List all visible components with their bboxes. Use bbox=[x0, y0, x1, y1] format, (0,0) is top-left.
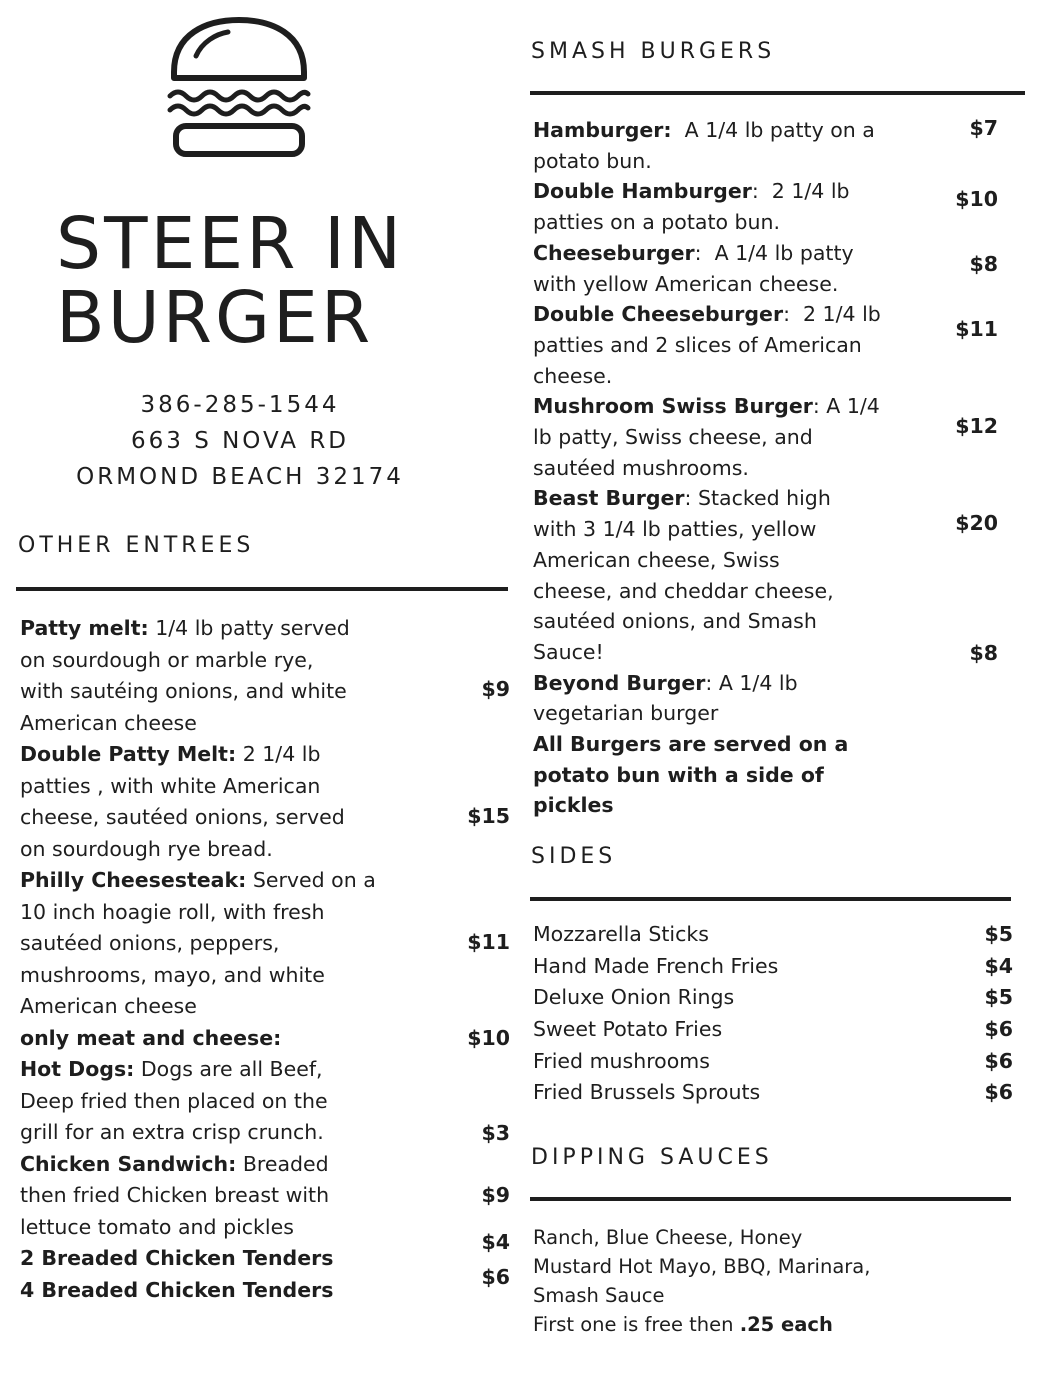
burger-beast bbox=[533, 483, 933, 667]
burger-desc: A 1/4 lb patty on a bbox=[671, 118, 875, 142]
side-price: $6 bbox=[984, 1017, 1013, 1042]
burger-desc: Sauce! bbox=[533, 639, 604, 664]
side-item bbox=[533, 954, 1013, 986]
burger-desc: : 2 1/4 lb bbox=[783, 302, 881, 327]
side-name: Mozzarella Sticks bbox=[533, 922, 709, 946]
entree-desc: lettuce tomato and pickles bbox=[20, 1214, 294, 1239]
entree-name: Chicken Sandwich: bbox=[20, 1151, 237, 1176]
other-entrees-title: OTHER ENTREES bbox=[18, 533, 255, 558]
entree-desc: Dogs are all Beef, bbox=[134, 1057, 323, 1081]
burger-price: $20 bbox=[955, 511, 998, 535]
dipping-sauces-list bbox=[533, 1223, 1003, 1339]
side-price: $4 bbox=[984, 953, 1013, 978]
burger-desc: sautéed onions, and Smash bbox=[533, 609, 817, 634]
entree-desc: Deep fried then placed on the bbox=[20, 1088, 328, 1113]
burger-desc: potato bun. bbox=[533, 148, 652, 173]
contact-info bbox=[20, 387, 460, 495]
entree-desc: 1/4 lb patty served bbox=[148, 616, 350, 640]
entree-desc: with sautéing onions, and white bbox=[20, 679, 347, 703]
burger-desc: cheese, and cheddar cheese, bbox=[533, 578, 834, 603]
entree-name: 2 Breaded Chicken Tenders bbox=[20, 1246, 334, 1270]
entree-price: $3 bbox=[481, 1121, 510, 1145]
burger-double-hamburger bbox=[533, 176, 933, 237]
dipping-sauces-divider bbox=[530, 1197, 1011, 1201]
side-item bbox=[533, 922, 1013, 954]
entree-name: Double Patty Melt: bbox=[20, 742, 237, 766]
sides-list bbox=[533, 922, 1013, 1112]
entree-desc: American cheese bbox=[20, 994, 197, 1018]
burger-price: $12 bbox=[955, 414, 998, 438]
burger-desc: sautéed mushrooms. bbox=[533, 455, 749, 480]
burger-note-line: pickles bbox=[533, 793, 614, 818]
burger-price: $10 bbox=[955, 187, 998, 211]
phone-number: 386-285-1544 bbox=[140, 392, 340, 418]
burger-note-line: potato bun with a side of bbox=[533, 762, 824, 787]
entree-desc: cheese, sautéed onions, served bbox=[20, 805, 345, 829]
entree-desc: on sourdough or marble rye, bbox=[20, 647, 314, 672]
entree-desc: Breaded bbox=[236, 1151, 329, 1176]
burger-price: $8 bbox=[969, 641, 998, 665]
side-name: Fried mushrooms bbox=[533, 1048, 710, 1073]
side-price: $6 bbox=[984, 1080, 1013, 1105]
entree-price: $11 bbox=[467, 930, 510, 954]
entree-name: only meat and cheese: bbox=[20, 1025, 282, 1050]
side-item bbox=[533, 985, 1013, 1017]
entree-name: Patty melt: bbox=[20, 616, 149, 640]
entree-price: $4 bbox=[481, 1230, 510, 1254]
burger-desc: : A 1/4 bbox=[812, 394, 880, 419]
side-price: $6 bbox=[984, 1048, 1013, 1073]
sauce-pricing-prefix: First one is free then bbox=[533, 1313, 740, 1336]
burger-desc: cheese. bbox=[533, 363, 613, 388]
smash-burgers-list bbox=[533, 115, 933, 821]
burger-desc: : Stacked high bbox=[684, 486, 831, 511]
burger-double-cheeseburger bbox=[533, 299, 933, 391]
entree-philly-cheesesteak bbox=[20, 865, 460, 1023]
burger-name: Hamburger: bbox=[533, 118, 672, 142]
burger-desc: lb patty, Swiss cheese, and bbox=[533, 425, 813, 450]
burger-name: Beast Burger bbox=[533, 486, 685, 511]
city-zip: ORMOND BEACH 32174 bbox=[76, 464, 404, 490]
entree-price: $15 bbox=[467, 804, 510, 828]
burger-cheeseburger bbox=[533, 238, 933, 299]
entree-name: 4 Breaded Chicken Tenders bbox=[20, 1277, 334, 1302]
entree-desc: grill for an extra crisp crunch. bbox=[20, 1120, 324, 1144]
entree-4-tenders bbox=[20, 1275, 460, 1307]
sides-divider bbox=[530, 897, 1011, 901]
burger-name: Double Cheeseburger bbox=[533, 302, 784, 327]
side-name: Hand Made French Fries bbox=[533, 953, 779, 978]
entree-desc: patties , with white American bbox=[20, 773, 321, 798]
burger-name: Cheeseburger bbox=[533, 240, 695, 265]
burger-note bbox=[533, 729, 933, 821]
entree-price: $10 bbox=[467, 1026, 510, 1050]
burger-desc: vegetarian burger bbox=[533, 701, 719, 726]
restaurant-name-line1: STEER IN bbox=[56, 202, 405, 285]
burger-desc: patties and 2 slices of American bbox=[533, 332, 862, 357]
other-entrees-list bbox=[20, 613, 460, 1306]
entree-desc: then fried Chicken breast with bbox=[20, 1183, 330, 1207]
entree-desc: sautéed onions, peppers, bbox=[20, 931, 280, 955]
burger-desc: American cheese, Swiss bbox=[533, 547, 780, 572]
other-entrees-divider bbox=[16, 587, 508, 591]
entree-price: $6 bbox=[481, 1265, 510, 1289]
entree-desc: American cheese bbox=[20, 710, 197, 735]
burger-desc: patties on a potato bun. bbox=[533, 210, 781, 235]
burger-beyond bbox=[533, 668, 933, 729]
sauce-pricing-amount: .25 each bbox=[739, 1313, 833, 1336]
burger-price: $11 bbox=[955, 317, 998, 341]
side-item bbox=[533, 1017, 1013, 1049]
burger-name: Double Hamburger bbox=[533, 179, 752, 204]
entree-name: Philly Cheesesteak: bbox=[20, 868, 247, 892]
street-address: 663 S NOVA RD bbox=[130, 428, 350, 454]
entree-name: Hot Dogs: bbox=[20, 1057, 135, 1081]
entree-desc: on sourdough rye bread. bbox=[20, 836, 273, 861]
burger-name: Mushroom Swiss Burger bbox=[533, 394, 813, 419]
entree-desc: Served on a bbox=[246, 868, 376, 892]
side-item bbox=[533, 1049, 1013, 1081]
burger-desc: with yellow American cheese. bbox=[533, 271, 839, 296]
burger-hamburger bbox=[533, 115, 933, 176]
burger-note-line: All Burgers are served on a bbox=[533, 732, 849, 757]
sauce-line: Smash Sauce bbox=[533, 1284, 665, 1307]
entree-price: $9 bbox=[481, 677, 510, 701]
side-name: Fried Brussels Sprouts bbox=[533, 1080, 761, 1105]
burger-desc: : A 1/4 lb patty bbox=[694, 240, 854, 265]
side-name: Deluxe Onion Rings bbox=[533, 985, 735, 1010]
burger-desc: with 3 1/4 lb patties, yellow bbox=[533, 517, 817, 542]
burger-mushroom-swiss bbox=[533, 391, 933, 483]
side-price: $5 bbox=[984, 922, 1013, 946]
sauce-line: Mustard Hot Mayo, BBQ, Marinara, bbox=[533, 1255, 871, 1278]
entree-double-patty-melt bbox=[20, 739, 460, 865]
smash-burgers-divider bbox=[530, 91, 1025, 95]
burger-price: $7 bbox=[969, 116, 998, 140]
burger-desc: : 2 1/4 lb bbox=[751, 179, 850, 204]
sides-title: SIDES bbox=[531, 844, 617, 869]
entree-price: $9 bbox=[481, 1183, 510, 1207]
dipping-sauces-title: DIPPING SAUCES bbox=[531, 1145, 773, 1170]
entree-desc: 10 inch hoagie roll, with fresh bbox=[20, 899, 325, 924]
entree-hot-dogs bbox=[20, 1054, 460, 1149]
restaurant-name-line2: BURGER bbox=[56, 276, 374, 359]
side-item bbox=[533, 1080, 1013, 1112]
entree-meat-and-cheese bbox=[20, 1023, 460, 1055]
smash-burgers-title: SMASH BURGERS bbox=[531, 39, 776, 64]
entree-2-tenders bbox=[20, 1243, 460, 1275]
entree-patty-melt bbox=[20, 613, 460, 739]
burger-icon bbox=[166, 16, 312, 162]
burger-name: Beyond Burger bbox=[533, 670, 706, 695]
entree-desc: mushrooms, mayo, and white bbox=[20, 962, 325, 987]
side-price: $5 bbox=[984, 985, 1013, 1010]
burger-desc: : A 1/4 lb bbox=[705, 670, 798, 695]
sauce-pricing bbox=[533, 1310, 1003, 1339]
entree-chicken-sandwich bbox=[20, 1149, 460, 1244]
entree-desc: 2 1/4 lb bbox=[236, 742, 321, 766]
side-name: Sweet Potato Fries bbox=[533, 1017, 723, 1042]
burger-price: $8 bbox=[969, 252, 998, 276]
sauce-line: Ranch, Blue Cheese, Honey bbox=[533, 1226, 803, 1249]
restaurant-name bbox=[56, 202, 405, 359]
